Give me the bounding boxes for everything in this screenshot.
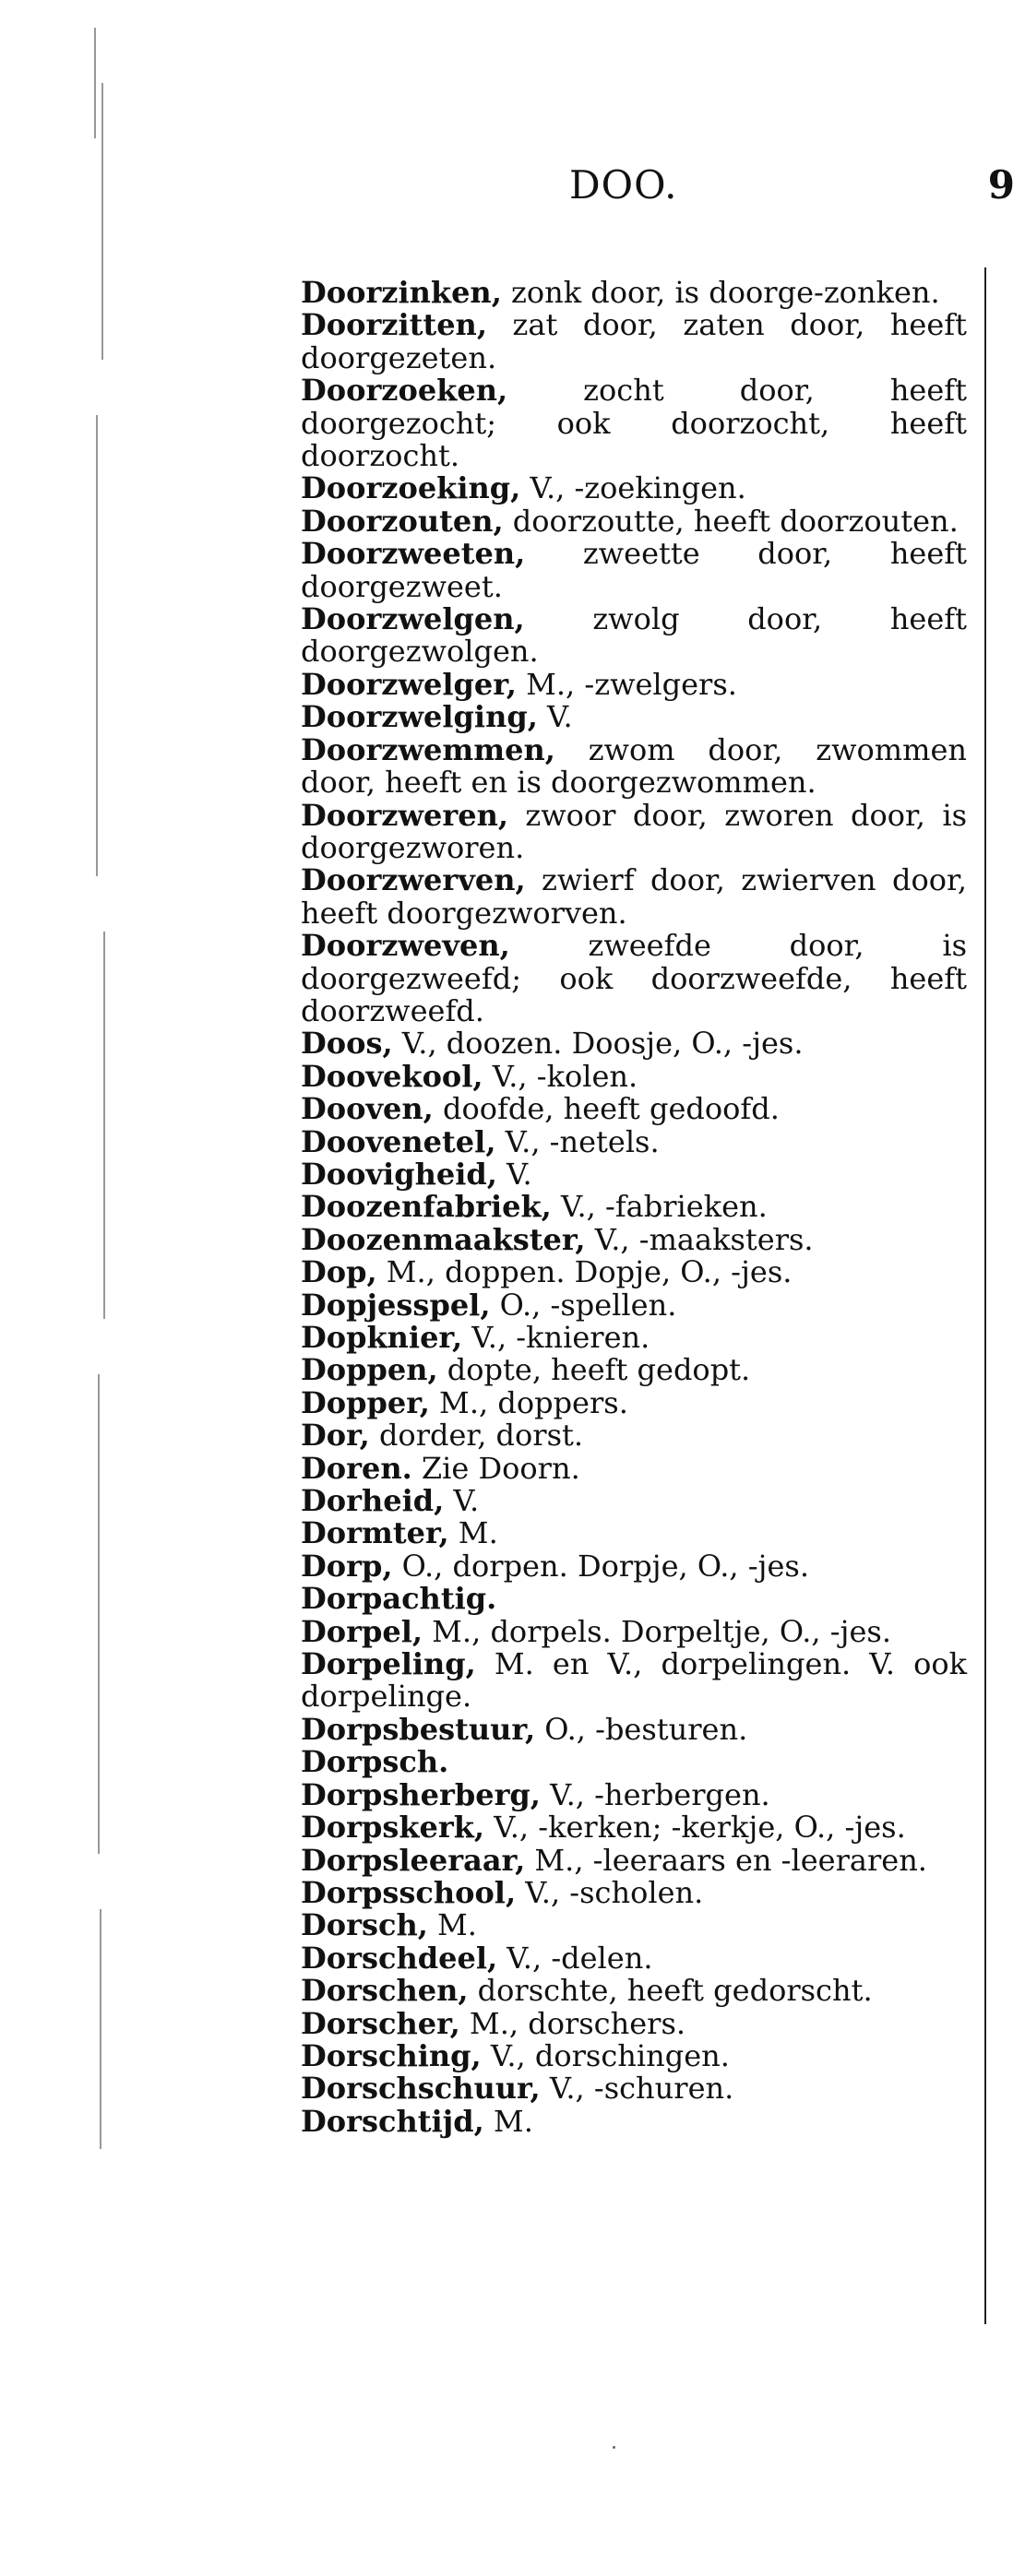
entry-headword: Dorheid,: [301, 1483, 445, 1519]
entry-definition: dorder, dorst.: [369, 1418, 584, 1454]
entry-headword: Doorzweeten,: [301, 536, 526, 572]
entry-definition: doorzoutte, heeft doorzouten.: [503, 503, 959, 539]
entry-definition: zonk door, is doorge-zonken.: [501, 275, 940, 310]
entry-definition: V., -zoekingen.: [520, 470, 746, 506]
dictionary-entry: [301, 1909, 967, 1941]
entry-definition: zwierf door, zwierven door, heeft doorgezworven.: [301, 862, 967, 931]
entry-headword: Doorzwelging,: [301, 699, 538, 735]
dictionary-entry: [301, 374, 967, 472]
entry-headword: Dorschen,: [301, 1973, 469, 2009]
entry-definition: V., -netels.: [495, 1123, 660, 1159]
entry-headword: Dorscher,: [301, 2005, 460, 2041]
entry-definition: M., dorschers.: [459, 2005, 686, 2041]
entry-definition: M., doppers.: [429, 1384, 628, 1420]
entry-definition: V., dorschingen.: [481, 2037, 730, 2073]
page-number: 9: [987, 162, 1015, 208]
entry-headword: Doorzwemmen,: [301, 731, 555, 767]
entry-definition: zwolg door, heeft doorgezwolgen.: [301, 601, 967, 670]
dictionary-entry: [301, 1191, 967, 1223]
entry-headword: Dorpsch.: [301, 1744, 449, 1780]
entry-headword: Dorp,: [301, 1548, 393, 1584]
dictionary-entry: [301, 1384, 967, 1420]
entry-headword: Dorpsherberg,: [301, 1776, 541, 1812]
entry-definition: M., -leeraars en -leeraren.: [525, 1842, 927, 1878]
entry-definition: V., doozen. Doosje, O., -jes.: [392, 1026, 804, 1062]
dictionary-entry: [301, 1776, 967, 1812]
entry-definition: M., -zwelgers.: [516, 666, 737, 702]
binding-margin: [76, 28, 149, 2149]
entry-definition: V., -scholen.: [516, 1874, 704, 1910]
dictionary-entry: [301, 1058, 967, 1094]
dictionary-entry: [301, 1485, 967, 1517]
dictionary-entry: [301, 1811, 967, 1844]
entry-headword: Dormter,: [301, 1515, 449, 1551]
entry-headword: Dooven,: [301, 1091, 434, 1127]
entry-headword: Doorzwelgen,: [301, 601, 525, 637]
entry-headword: Dorpsschool,: [301, 1874, 517, 1910]
dictionary-entry: [301, 1289, 967, 1322]
entry-definition: M. en V., dorpelingen. V. ook dorpelinge.: [301, 1646, 967, 1715]
entry-definition: dopte, heeft gedopt.: [437, 1352, 751, 1388]
entry-definition: V., -fabrieken.: [551, 1189, 768, 1225]
entry-definition: zat door, zaten door, heeft doorgezeten.: [301, 307, 967, 375]
dictionary-entry: [301, 1221, 967, 1257]
running-head-title: DOO.: [569, 162, 678, 208]
entry-headword: Doorzitten,: [301, 307, 487, 343]
entry-headword: Doos,: [301, 1026, 393, 1062]
dictionary-entry: [301, 277, 967, 309]
entry-definition: doofde, heeft gedoofd.: [433, 1091, 780, 1127]
entry-headword: Dorsch,: [301, 1907, 428, 1943]
dictionary-entry: [301, 1419, 967, 1452]
dictionary-entry: [301, 1256, 967, 1288]
dictionary-entry: [301, 666, 967, 702]
dictionary-entry: [301, 1711, 967, 1747]
entry-headword: Dorpsleeraar,: [301, 1842, 526, 1878]
dictionary-entry: [301, 1123, 967, 1159]
entry-headword: Dorsching,: [301, 2037, 482, 2073]
entry-headword: Doorzweren,: [301, 797, 508, 833]
entry-definition: V.: [444, 1483, 480, 1519]
dictionary-entry: [301, 1158, 967, 1191]
entry-definition: M., dorpels. Dorpeltje, O., -jes.: [422, 1613, 891, 1649]
entry-definition: V.: [496, 1156, 532, 1192]
dictionary-entry: [301, 2072, 967, 2105]
dictionary-entry: [301, 701, 967, 733]
entry-definition: zwom door, zwommen door, heeft en is doorgezwommen.: [301, 731, 967, 801]
entry-headword: Dorschschuur,: [301, 2071, 541, 2107]
dictionary-entry: [301, 1322, 967, 1354]
running-head: [304, 162, 1015, 218]
dictionary-entry: [301, 1550, 967, 1583]
entry-definition: M., doppen. Dopje, O., -jes.: [376, 1254, 793, 1290]
entry-definition: V., -kolen.: [483, 1058, 638, 1094]
dictionary-entry: [301, 864, 967, 930]
dictionary-entry: [301, 2103, 967, 2139]
entry-definition: O., -spellen.: [490, 1287, 677, 1323]
entry-headword: Doovekool,: [301, 1058, 483, 1094]
dictionary-entry: [301, 797, 967, 865]
entry-definition: zocht door, heeft doorgezocht; ook doorzocht, heeft doorzocht.: [301, 373, 967, 474]
entry-headword: Doorzouten,: [301, 503, 504, 539]
dictionary-entry: [301, 2005, 967, 2041]
entry-definition: dorschte, heeft gedorscht.: [468, 1973, 873, 2009]
entry-headword: Doovigheid,: [301, 1156, 497, 1192]
entry-headword: Doozenfabriek,: [301, 1189, 552, 1225]
dictionary-entry: [301, 1027, 967, 1060]
entry-definition: M.: [483, 2103, 533, 2139]
entry-headword: Dop,: [301, 1254, 377, 1290]
dictionary-entry: [301, 1583, 967, 1615]
entry-headword: Dopjesspel,: [301, 1287, 491, 1323]
dictionary-entry: [301, 930, 967, 1027]
entry-definition: V., -herbergen.: [540, 1776, 770, 1812]
entry-headword: Dorpel,: [301, 1613, 423, 1649]
paper-speck: [613, 2446, 615, 2449]
entry-headword: Dopknier,: [301, 1320, 463, 1355]
column-rule: [984, 267, 986, 2324]
entry-definition: O., -besturen.: [535, 1711, 748, 1747]
dictionary-entry: [301, 1746, 967, 1778]
entry-headword: Dorpeling,: [301, 1646, 476, 1682]
entry-headword: Doppen,: [301, 1352, 438, 1388]
dictionary-entry: [301, 1648, 967, 1714]
entry-headword: Doovenetel,: [301, 1123, 496, 1159]
entry-definition: zweefde door, is doorgezweefd; ook doorzweefde, heeft doorzweefd.: [301, 928, 967, 1028]
entry-definition: M.: [427, 1907, 477, 1943]
dictionary-entry: [301, 1874, 967, 1910]
dictionary-entry: [301, 2037, 967, 2073]
entry-definition: V., -kerken; -kerkje, O., -jes.: [484, 1810, 906, 1846]
entry-headword: Doorzweven,: [301, 928, 510, 964]
dictionary-entry: [301, 1975, 967, 2007]
entry-headword: Doren.: [301, 1450, 412, 1486]
dictionary-entry: [301, 1842, 967, 1878]
dictionary-entry: [301, 1942, 967, 1975]
entry-headword: Doorzoeking,: [301, 470, 521, 506]
dictionary-entries: [301, 277, 967, 2138]
dictionary-entry: [301, 472, 967, 505]
dictionary-entry: [301, 603, 967, 669]
dictionary-entry: [301, 1450, 967, 1486]
entry-headword: Doorzwelger,: [301, 666, 517, 702]
entry-definition: M.: [448, 1515, 498, 1551]
entry-definition: Zie Doorn.: [411, 1450, 580, 1486]
entry-headword: Dor,: [301, 1418, 370, 1454]
entry-definition: zweette door, heeft doorgezweet.: [301, 536, 967, 604]
entry-definition: V., -knieren.: [462, 1320, 650, 1355]
entry-headword: Doorzoeken,: [301, 373, 508, 409]
dictionary-entry: [301, 731, 967, 801]
dictionary-entry: [301, 1517, 967, 1549]
dictionary-entry: [301, 309, 967, 374]
entry-headword: Dorpachtig.: [301, 1581, 497, 1617]
entry-headword: Dopper,: [301, 1384, 430, 1420]
entry-definition: V., -maaksters.: [585, 1221, 814, 1257]
entry-headword: Dorschtijd,: [301, 2103, 484, 2139]
entry-headword: Doozenmaakster,: [301, 1221, 586, 1257]
entry-definition: V.: [537, 699, 573, 735]
dictionary-entry: [301, 1354, 967, 1386]
entry-headword: Dorpskerk,: [301, 1810, 485, 1846]
entry-definition: O., dorpen. Dorpje, O., -jes.: [392, 1548, 809, 1584]
entry-definition: V., -delen.: [497, 1940, 653, 1976]
entry-headword: Doorzinken,: [301, 275, 502, 310]
entry-definition: V., -schuren.: [540, 2071, 734, 2107]
entry-headword: Dorpsbestuur,: [301, 1711, 536, 1747]
dictionary-entry: [301, 1093, 967, 1125]
dictionary-entry: [301, 538, 967, 603]
entry-definition: zwoor door, zworen door, is doorgezworen.: [301, 797, 967, 865]
entry-headword: Doorzwerven,: [301, 862, 526, 898]
entry-headword: Dorschdeel,: [301, 1940, 498, 1976]
dictionary-entry: [301, 1613, 967, 1649]
dictionary-entry: [301, 505, 967, 538]
